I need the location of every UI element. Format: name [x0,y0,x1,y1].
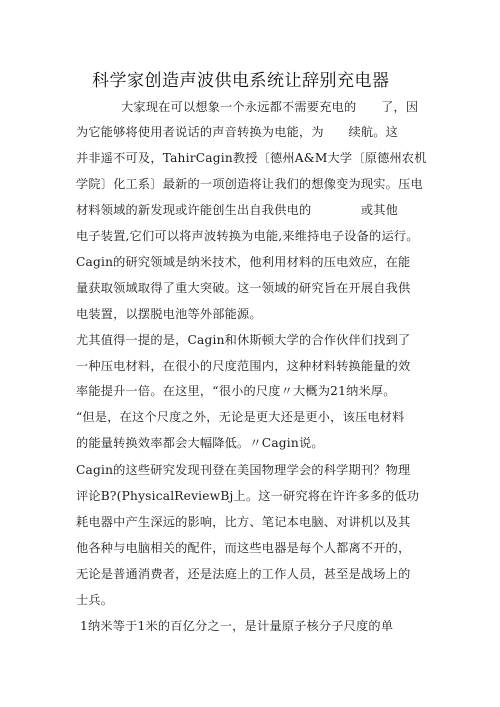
paragraph-line: 尤其值得一提的是，Cagin和休斯顿大学的合作伙伴们找到了 [76,333,411,347]
paragraph-line: 并非遥不可及，TahirCagin教授〔德州A&M大学〔原德州农机 [76,151,427,165]
article-title: 科学家创造声波供电系统让辞别充电器 [92,71,390,91]
paragraph-line: “但是，在这个尺度之外，无论是更大还是更小，该压电材料 [76,410,405,424]
paragraph-line: 1纳米等于1米的百亿分之一，是计量原子核分子尺度的单 [80,619,394,633]
paragraph-line: 评论B?(PhysicalReviewBj上。这一研究将在许许多多的低功 [76,489,420,503]
paragraph-line: 电装置，以摆脱电池等外部能源。 [76,307,262,321]
paragraph-line: Cagin的这些研究发现刊登在美国物理学会的科学期刊？物理 [76,463,411,477]
paragraph-line: 士兵。 [76,593,114,607]
paragraph-line: 为它能够将使用者说话的声音转换为电能，为 续航。这 [76,125,399,139]
paragraph-line: 材料领域的新发现或许能创生出自我供电的 或其他 [76,203,399,217]
paragraph-line: 无论是普通消费者，还是法庭上的工作人员，甚至是战场上的 [76,567,411,581]
paragraph-line: 量获取领域取得了重大突破。这一领域的研究旨在开展自我供 [76,281,411,295]
paragraph-line: 率能提升一倍。在这里，“很小的尺度〃大概为21纳米厚。 [76,384,396,398]
paragraph-line: 他各种与电脑相关的配件，而这些电器是每个人都离不开的， [76,541,411,555]
paragraph-line: 大家现在可以想象一个永远都不需要充电的 了，因 [121,100,419,114]
paragraph-line: 一种压电材料，在很小的尺度范围内，这种材料转换能量的效 [76,359,411,373]
paragraph-line: Cagin的研究领域是纳米技术，他利用材料的压电效应，在能 [76,255,411,269]
paragraph-line: 耗电器中产生深远的影响，比方、笔记本电脑、对讲机以及其 [76,515,411,529]
paragraph-line: 的能量转换效率都会大幅降低。〃Cagin说。 [76,436,324,450]
paragraph-line: 学院〕化工系〕最新的一项创造将让我们的想像变为现实。压电 [76,177,423,191]
paragraph-line: 电子装置,它们可以将声波转换为电能,来维持电子设备的运行。 [76,229,419,243]
